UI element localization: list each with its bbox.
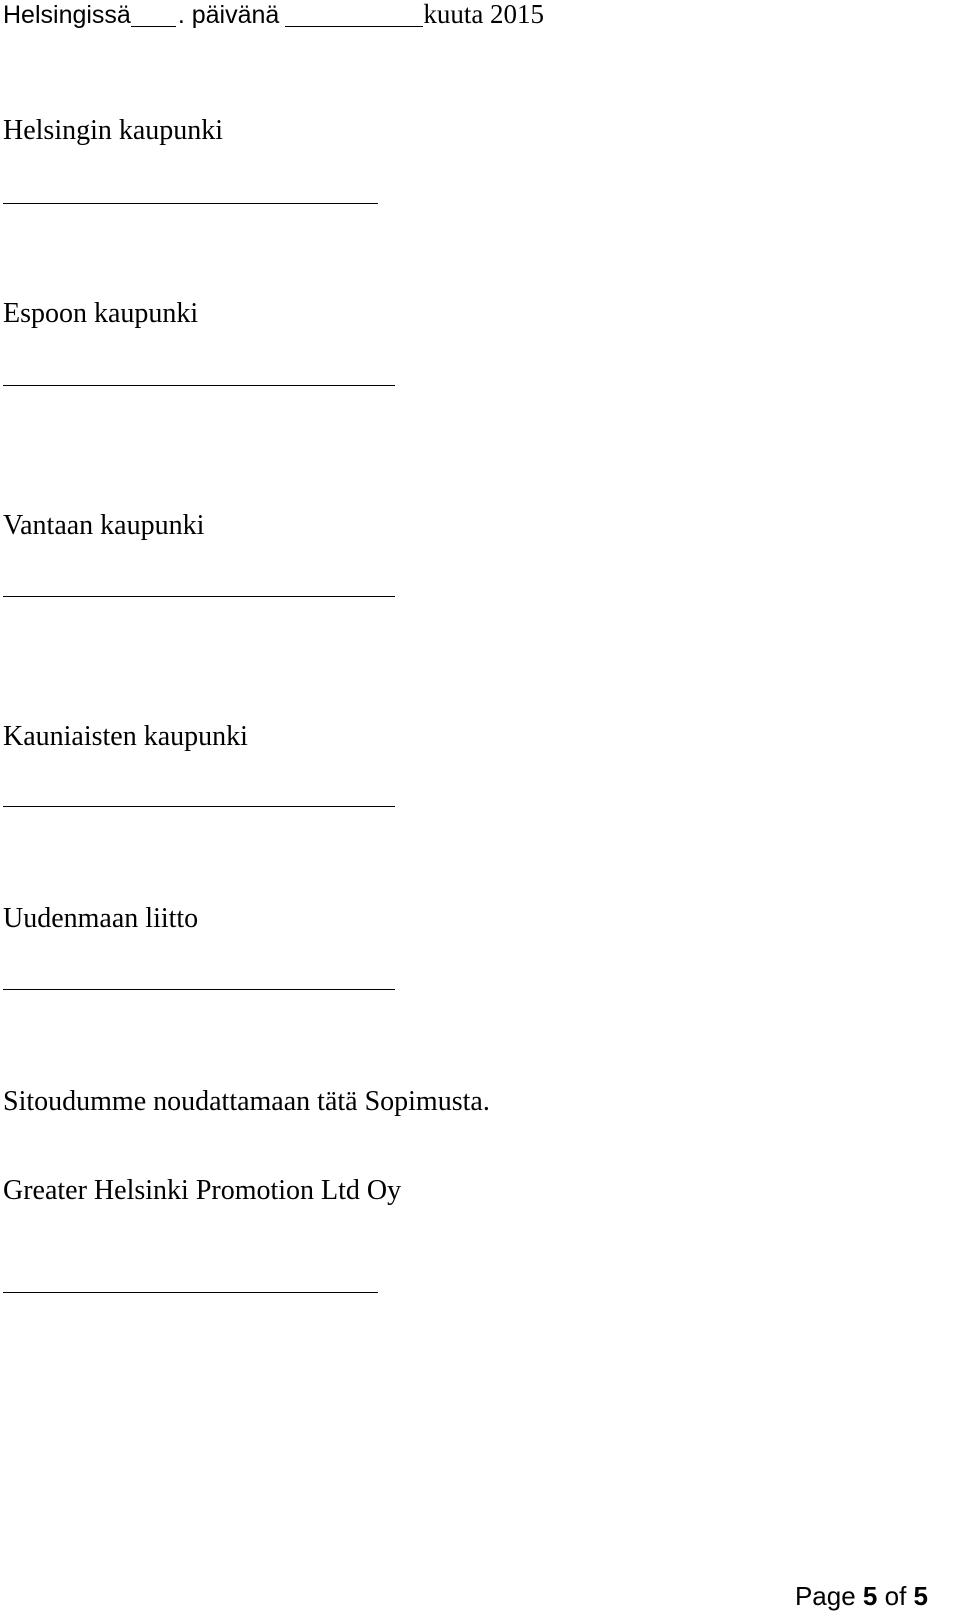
- signature-line: [3, 1292, 378, 1293]
- signatory-name: Helsingin kaupunki: [3, 115, 224, 146]
- footer-total-pages: 5: [913, 1581, 928, 1611]
- footer-of-word: of: [884, 1581, 907, 1611]
- signatory-name: Vantaan kaupunki: [3, 510, 205, 541]
- signature-line: [3, 989, 395, 990]
- date-place: Helsingissä: [3, 1, 131, 29]
- signature-line: [3, 203, 378, 204]
- signatory-name: Uudenmaan liitto: [3, 903, 199, 934]
- signature-line: [3, 806, 395, 807]
- date-line: [3, 0, 544, 30]
- signatory-name: Kauniaisten kaupunki: [3, 721, 248, 752]
- signature-line: [3, 596, 395, 597]
- signature-line: [3, 385, 395, 386]
- month-blank: [285, 2, 423, 27]
- day-blank: [131, 2, 176, 27]
- page-footer: [795, 1583, 928, 1609]
- commitment-text: Sitoudumme noudattamaan tätä Sopimusta.: [3, 1086, 490, 1117]
- date-day-label: . päivänä: [177, 1, 280, 29]
- footer-page-word: Page: [794, 1581, 856, 1611]
- date-month-label: kuuta 2015: [423, 0, 545, 29]
- signatory-name: Espoon kaupunki: [3, 298, 199, 329]
- company-name: Greater Helsinki Promotion Ltd Oy: [3, 1175, 402, 1206]
- footer-current-page: 5: [862, 1581, 878, 1611]
